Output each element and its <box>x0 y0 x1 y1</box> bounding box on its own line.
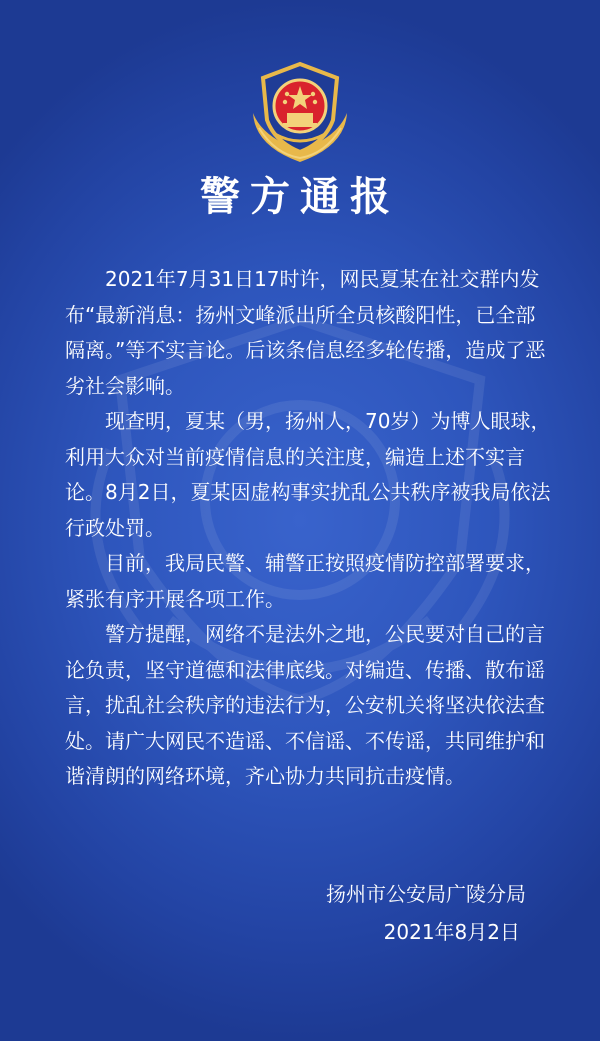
signature-block <box>326 875 526 951</box>
paragraph-reminder: 警方提醒，网络不是法外之地，公民要对自己的言论负责，坚守道德和法律底线。对编造、传播、散布谣言，扰乱社会秩序的违法行为，公安机关将坚决依法查处。请广大网民不造谣、不信谣、不传谣，共同维护和谐清朗的网络环境，齐心协力共同抗击疫情。 <box>65 622 545 788</box>
police-badge-icon <box>245 58 355 168</box>
notice-body <box>65 262 555 795</box>
issuer-name: 扬州市公安局广陵分局 <box>326 882 526 906</box>
paragraph-current-work: 目前，我局民警、辅警正按照疫情防控部署要求，紧张有序开展各项工作。 <box>65 551 545 611</box>
paragraph-incident: 2021年7月31日17时许，网民夏某在社交群内发布“最新消息：扬州文峰派出所全员核酸阳性，已全部隔离。”等不实言论。后该条信息经多轮传播，造成了恶劣社会影响。 <box>65 267 546 398</box>
notice-title: 警方通报 <box>200 173 400 220</box>
issue-date: 2021年8月2日 <box>383 920 520 944</box>
paragraph-investigation: 现查明，夏某（男，扬州人，70岁）为博人眼球，利用大众对当前疫情信息的关注度，编造上述不实言论。8月2日，夏某因虚构事实扰乱公共秩序被我局依法行政处罚。 <box>65 409 551 540</box>
